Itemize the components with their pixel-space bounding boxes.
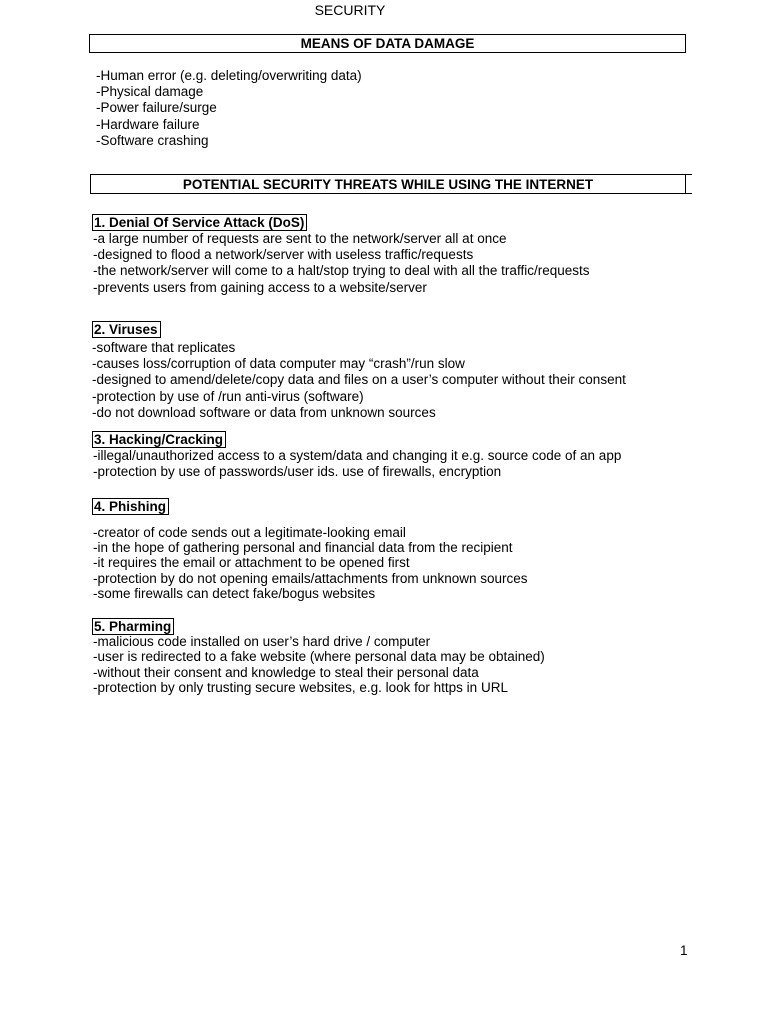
list-item: -protection by only trusting secure websites, e.g. look for https in URL xyxy=(93,680,508,696)
list-item: -malicious code installed on user’s hard drive / computer xyxy=(93,634,431,649)
list-item: -illegal/unauthorized access to a system/data and changing it e.g. source code of an app xyxy=(93,448,622,463)
list-item: -protection by do not opening emails/attachments from unknown sources xyxy=(93,570,528,586)
list-item: -software that replicates xyxy=(92,340,236,355)
list-item: -designed to amend/delete/copy data and files on a user’s computer without their consent xyxy=(92,372,626,388)
section-heading-viruses: 2. Viruses xyxy=(92,321,161,338)
page-number: 1 xyxy=(680,943,688,958)
border-tick-mark xyxy=(686,193,692,194)
list-item: -do not download software or data from unknown sources xyxy=(92,404,436,420)
list-item: -user is redirected to a fake website (where personal data may be obtained) xyxy=(93,649,545,665)
list-item: -causes loss/corruption of data computer may “crash”/run slow xyxy=(92,356,465,372)
threats-heading: POTENTIAL SECURITY THREATS WHILE USING THE INTERNET xyxy=(90,174,686,194)
list-item: -protection by use of passwords/user ids. use of firewalls, encryption xyxy=(93,464,502,480)
section-heading-phishing: 4. Phishing xyxy=(92,498,169,515)
damage-heading: MEANS OF DATA DAMAGE xyxy=(89,34,686,53)
border-tick-mark xyxy=(686,174,692,175)
hacking-list xyxy=(93,448,621,480)
list-item: -the network/server will come to a halt/stop trying to deal with all the traffic/requests xyxy=(93,263,590,279)
list-item: -Power failure/surge xyxy=(96,100,217,116)
section-heading-dos: 1. Denial Of Service Attack (DoS) xyxy=(92,214,307,231)
list-item: -in the hope of gathering personal and financial data from the recipient xyxy=(93,540,513,556)
dos-list xyxy=(93,231,589,296)
viruses-list xyxy=(92,340,626,421)
list-item: -Human error (e.g. deleting/overwriting data) xyxy=(96,68,362,83)
section-heading-pharming: 5. Pharming xyxy=(92,618,174,635)
page-title: SECURITY xyxy=(314,2,386,18)
list-item: -without their consent and knowledge to steal their personal data xyxy=(93,664,479,680)
section-heading-hacking: 3. Hacking/Cracking xyxy=(92,431,226,448)
list-item: -protection by use of /run anti-virus (software) xyxy=(92,388,364,404)
damage-list xyxy=(96,68,362,149)
list-item: -Software crashing xyxy=(96,132,209,148)
list-item: -Hardware failure xyxy=(96,116,200,132)
list-item: -creator of code sends out a legitimate-looking email xyxy=(93,525,406,540)
list-item: -a large number of requests are sent to the network/server all at once xyxy=(93,231,507,246)
list-item: -Physical damage xyxy=(96,84,204,100)
list-item: -prevents users from gaining access to a website/server xyxy=(93,279,427,295)
pharming-list xyxy=(93,634,545,696)
list-item: -designed to flood a network/server with useless traffic/requests xyxy=(93,247,474,263)
list-item: -some firewalls can detect fake/bogus websites xyxy=(93,585,376,601)
phishing-list xyxy=(93,525,528,601)
list-item: -it requires the email or attachment to be opened first xyxy=(93,555,410,571)
